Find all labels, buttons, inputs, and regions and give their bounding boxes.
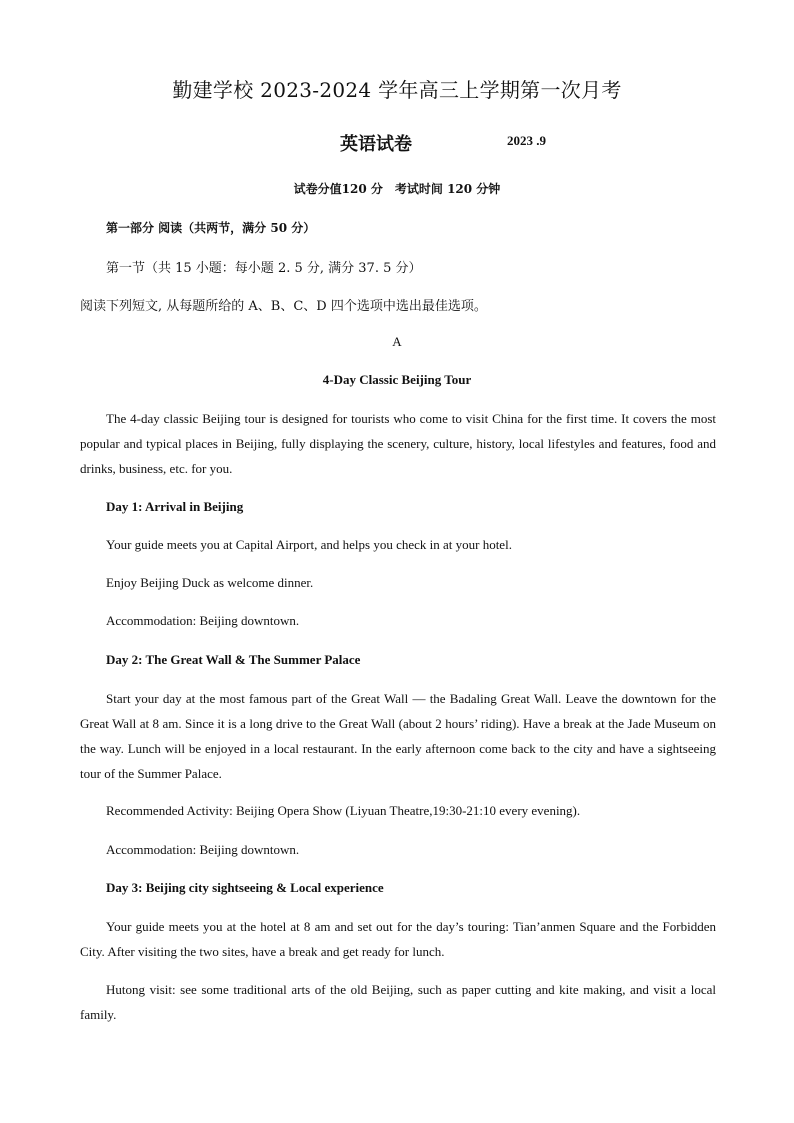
subject-label: 英语试卷 bbox=[340, 134, 412, 155]
exam-title: 勤建学校 2023-2024 学年高三上学期第一次月考 bbox=[172, 78, 622, 102]
section-heading: 第一节（共 15 小题：每小题 2. 5 分, 满分 37. 5 分） bbox=[106, 261, 422, 276]
day2-accommodation: Accommodation: Beijing downtown. bbox=[106, 842, 300, 857]
day3-heading: Day 3: Beijing city sightseeing & Local experience bbox=[106, 880, 384, 895]
day1-line: Enjoy Beijing Duck as welcome dinner. bbox=[106, 575, 314, 590]
subject-row bbox=[0, 130, 794, 154]
exam-date: 2023 .9 bbox=[507, 133, 546, 148]
day1-line: Accommodation: Beijing downtown. bbox=[106, 613, 300, 628]
day2-activity: Recommended Activity: Beijing Opera Show (Liyuan Theatre,19:30-21:10 every evening). bbox=[106, 803, 581, 818]
day2-paragraph: Start your day at the most famous part of the Great Wall — the Badaling Great Wall. Leave the downtown for the Great Wall at 8 am. Since it is a long drive to the Great Wall (about 2 hours’ riding). Have a break at the Jade Museum on the way. Lunch will be enjoyed in a local restaurant. In the early afternoon come back to the city and have a sightseeing tour of the Summer Palace. bbox=[80, 691, 716, 781]
exam-meta: 试卷分值120 分 考试时间 120 分钟 bbox=[293, 182, 501, 196]
passage-intro: The 4-day classic Beijing tour is designed for tourists who come to visit China for the first time. It covers the most popular and typical places in Beijing, fully displaying the scenery, culture, history, local lifestyles and features, food and drinks, business, etc. for you. bbox=[80, 411, 716, 476]
passage-letter: A bbox=[392, 334, 402, 349]
day3-hutong: Hutong visit: see some traditional arts of the old Beijing, such as paper cutting and kite making, and visit a local family. bbox=[80, 982, 716, 1022]
day1-heading: Day 1: Arrival in Beijing bbox=[106, 499, 244, 514]
part-heading: 第一部分 阅读（共两节，满分 50 分） bbox=[106, 221, 316, 235]
passage-title: 4-Day Classic Beijing Tour bbox=[322, 372, 472, 387]
day2-heading: Day 2: The Great Wall & The Summer Palace bbox=[106, 652, 361, 667]
day3-paragraph: Your guide meets you at the hotel at 8 am and set out for the day’s touring: Tian’anmen Square and the Forbidden City. After visiting the two sites, have a break and get ready for lunch. bbox=[80, 919, 716, 959]
instructions: 阅读下列短文, 从每题所给的 A、B、C、D 四个选项中选出最佳选项。 bbox=[80, 299, 487, 314]
day1-line: Your guide meets you at Capital Airport, and helps you check in at your hotel. bbox=[106, 537, 512, 552]
